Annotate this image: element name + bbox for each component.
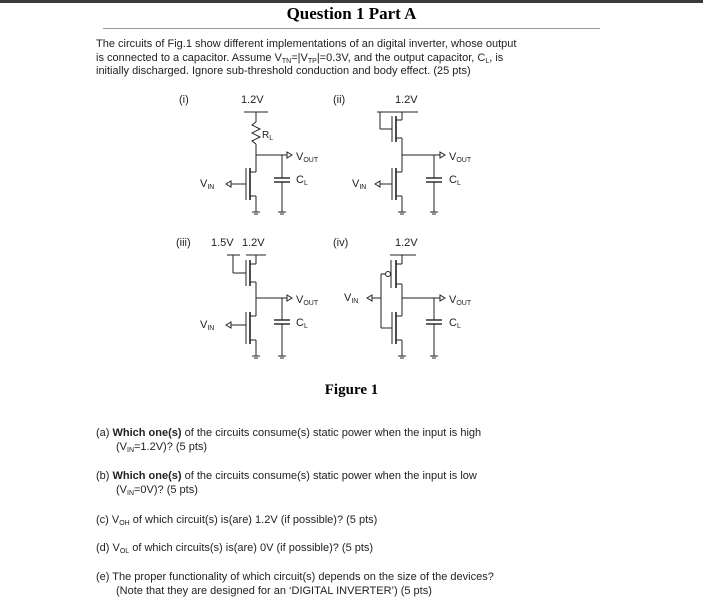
output-terminal — [287, 152, 292, 158]
svg-text:VIN: VIN — [352, 178, 367, 191]
circuit-iv-label: (iv) — [333, 237, 349, 249]
circuit-ii-label: (ii) — [333, 94, 346, 106]
svg-text:RL: $R_L$ — [262, 130, 274, 142]
svg-text:VIN: VIN — [200, 319, 215, 332]
circuit-iv — [333, 237, 472, 358]
input-terminal — [226, 181, 231, 187]
svg-text:VIN: VIN — [344, 292, 359, 305]
circuit-iii-vdd: 1.2V — [242, 237, 265, 249]
svg-text:CL: CL — [449, 174, 461, 187]
circuit-iv-vdd: 1.2V — [395, 237, 418, 249]
question-c: (c) $V_{OH}$ of which circuit(s) is(are) 1.2V (if possible)? (5 pts) — [96, 514, 378, 527]
circuit-ii — [333, 94, 472, 214]
vout-label: VOUT — [296, 151, 319, 164]
question-b: (b) Which one(s) of the circuits consume(s) static power when the input is low $(V_{IN}=0V)$? (5 pts) — [96, 470, 477, 497]
circuit-ii-vdd: 1.2V — [395, 94, 418, 106]
question-a: (a) Which one(s) of the circuits consume(s) static power when the input is high $(V_{IN}=1.2V)$? (5 pts) — [96, 427, 482, 454]
intro-line-3: initially discharged. Ignore sub-threshold conduction and body effect. (25 pts) — [96, 65, 471, 77]
question-e: (e) The proper functionality of which circuit(s) depends on the size of the devices? (Note that they are designed for an ‘DIGITAL INVERTER’) (5 pts) — [96, 571, 494, 597]
figure-caption: Figure 1 — [324, 382, 379, 398]
circuit-i-vdd: 1.2V — [241, 94, 264, 106]
svg-text:VOUT: VOUT — [449, 294, 472, 307]
svg-text:CL: CL — [449, 317, 461, 330]
circuit-iii — [176, 237, 319, 358]
vin-label: VIN — [200, 178, 215, 191]
cl-label: CL — [296, 174, 308, 187]
circuit-iii-label: (iii) — [176, 237, 191, 249]
resistor-rl — [252, 122, 260, 144]
circuit-i-label: (i) — [179, 94, 189, 106]
circuit-i — [179, 94, 319, 214]
question-d: (d) $V_{OL}$ of which circuits(s) is(are) 0V (if possible)? (5 pts) — [96, 542, 374, 555]
svg-text:VOUT: VOUT — [296, 294, 319, 307]
circuit-iii-vgg: 1.5V — [211, 237, 234, 249]
intro-line-2: is connected to a capacitor. Assume $V_{TN}=|V_{TP}|=0.3V$, and the output capacitor, $C_L$, is — [96, 51, 504, 65]
svg-text:VOUT: VOUT — [449, 151, 472, 164]
intro-line-1: The circuits of Fig.1 show different implementations of an digital inverter, whose output — [96, 38, 517, 50]
pmos-bubble — [386, 272, 391, 277]
svg-text:CL: CL — [296, 317, 308, 330]
page-title: Question 1 Part A — [286, 4, 417, 23]
